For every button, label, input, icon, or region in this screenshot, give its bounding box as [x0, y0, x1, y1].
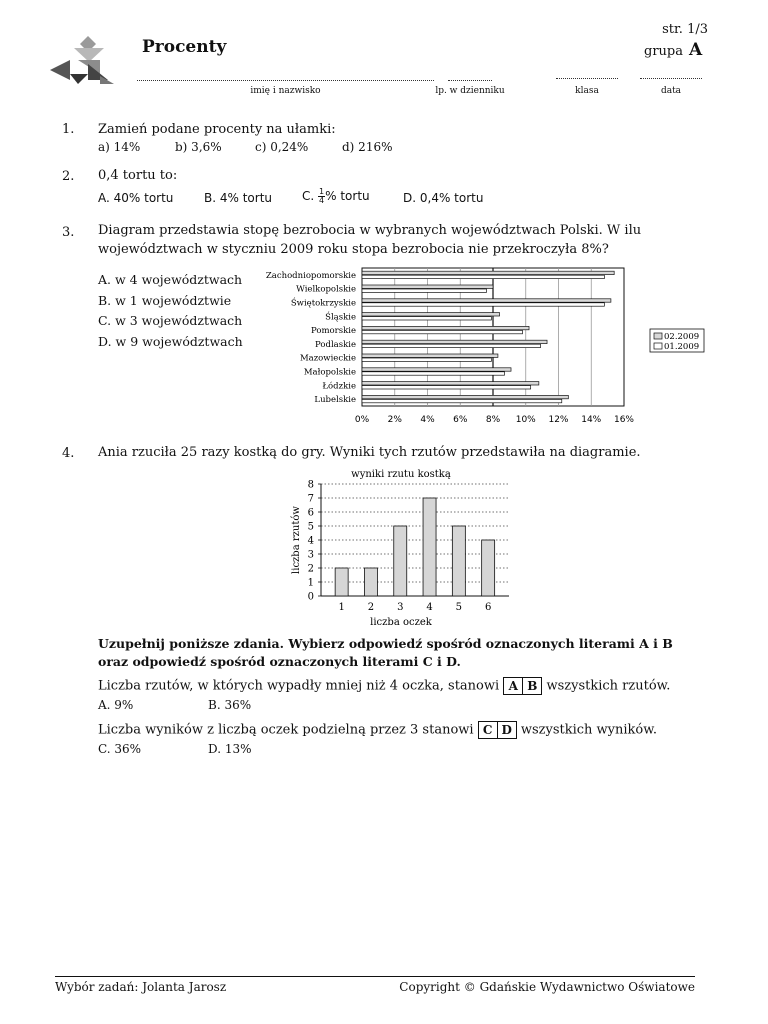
x-tick-label: 6%: [453, 415, 468, 425]
bar-02.2009: [362, 368, 511, 371]
category-label: Lubelskie: [314, 395, 356, 406]
y-tick-label: 8: [307, 479, 314, 491]
q4-option-d: D. 13%: [208, 742, 252, 756]
dice-chart: [285, 466, 525, 628]
bar-02.2009: [362, 313, 500, 316]
category-label: Zachodniopomorskie: [265, 270, 356, 281]
q4-option-b: B. 36%: [208, 698, 252, 712]
q2-number: 2.: [62, 169, 75, 184]
choice-box-ab[interactable]: A B: [503, 677, 542, 695]
legend-label: 02.2009: [664, 332, 700, 342]
legend-label: 01.2009: [664, 342, 700, 352]
q1-item-c: c) 0,24%: [255, 140, 309, 154]
q3-option-c: C. w 3 województwach: [98, 313, 243, 328]
bar-02.2009: [362, 299, 611, 302]
x-tick-label: 14%: [581, 415, 602, 425]
x-tick-label: 6: [484, 602, 492, 613]
q1-item-d: d) 216%: [342, 140, 393, 154]
footer-author: Wybór zadań: Jolanta Jarosz: [55, 980, 227, 994]
q3-number: 3.: [62, 225, 75, 240]
q4-instruction: Uzupełnij poniższe zdania. Wybierz odpowiedź spośród oznaczonych literami A i B oraz odpowiedź spośród oznaczonych literami C i D.: [98, 636, 673, 669]
category-label: Małopolskie: [303, 367, 356, 378]
q1-text: Zamień podane procenty na ułamki:: [98, 122, 336, 137]
bar: [335, 568, 348, 596]
y-tick-label: 2: [307, 563, 314, 575]
x-tick-label: 0%: [354, 415, 370, 425]
x-tick-label: 4%: [420, 415, 435, 425]
bar: [482, 540, 495, 596]
bar-01.2009: [362, 275, 604, 278]
x-tick-label: 10%: [515, 415, 536, 425]
class-field[interactable]: [556, 78, 618, 79]
y-tick-label: 0: [307, 591, 314, 603]
bar: [452, 526, 465, 596]
x-tick-label: 3: [397, 602, 404, 613]
date-field-label: data: [660, 86, 682, 96]
bar-02.2009: [362, 382, 539, 385]
q2-option-c: C. $\frac{1}{4}$ % tortu: [302, 187, 370, 205]
name-field[interactable]: [137, 80, 434, 81]
q1-item-b: b) 3,6%: [175, 140, 222, 154]
bar-01.2009: [362, 317, 491, 320]
legend-swatch: [654, 333, 662, 339]
bar-02.2009: [362, 354, 498, 357]
choice-box-cd[interactable]: C D: [478, 721, 517, 739]
q1-item-a: a) 14%: [98, 140, 141, 154]
category-label: Wielkopolskie: [296, 284, 356, 295]
unemployment-chart: [250, 262, 710, 428]
fraction: $\frac{1}{4}$: [319, 187, 325, 205]
q2-option-b: B. 4% tortu: [204, 191, 273, 205]
footer-divider: [55, 976, 695, 977]
category-label: Łódzkie: [322, 381, 356, 392]
q3-option-a: A. w 4 województwach: [98, 272, 243, 287]
q4-sentence-2: Liczba wyników z liczbą oczek podzielną przez 3 stanowi C D wszystkich wyników.: [98, 722, 657, 738]
x-tick-label: 5: [455, 602, 463, 613]
publisher-logo: [48, 34, 116, 88]
register-number-label: lp. w dzienniku: [435, 86, 505, 96]
q4-option-c: C. 36%: [98, 742, 142, 756]
x-tick-label: 8%: [485, 415, 501, 425]
category-label: Mazowieckie: [299, 353, 356, 364]
q2-text: 0,4 tortu to:: [98, 168, 178, 183]
q4-number: 4.: [62, 446, 75, 461]
x-tick-label: 1: [338, 602, 345, 613]
group-value: A: [688, 40, 703, 60]
q4-text: Ania rzuciła 25 razy kostką do gry. Wyniki tych rzutów przedstawiła na diagramie.: [98, 445, 641, 460]
y-tick-label: 6: [307, 507, 314, 519]
x-axis-label: liczba oczek: [370, 617, 432, 628]
name-field-label: imię i nazwisko: [250, 86, 321, 96]
bar-01.2009: [362, 303, 604, 306]
q3-text: Diagram przedstawia stopę bezrobocia w wybranych województwach Polski. W ilu województwach w styczniu 2009 roku stopa bezrobocia nie przekroczyła 8%?: [98, 223, 642, 257]
q4-sentence-1: Liczba rzutów, w których wypadły mniej niż 4 oczka, stanowi A B wszystkich rzutów.: [98, 678, 671, 694]
register-number-field[interactable]: [448, 80, 492, 81]
bar-02.2009: [362, 285, 493, 288]
legend-swatch: [654, 343, 662, 349]
y-tick-label: 4: [307, 535, 314, 547]
q3-option-b: B. w 1 województwie: [98, 292, 232, 308]
bar-01.2009: [362, 289, 486, 292]
date-field[interactable]: [640, 78, 702, 79]
x-tick-label: 4: [426, 602, 433, 613]
y-tick-label: 3: [307, 549, 314, 561]
q2-option-a: A. 40% tortu: [98, 191, 174, 205]
bar: [364, 568, 377, 596]
bar-02.2009: [362, 271, 614, 274]
category-label: Pomorskie: [311, 326, 356, 337]
bar-01.2009: [362, 330, 522, 333]
x-tick-label: 2%: [387, 415, 402, 425]
bar: [394, 526, 407, 596]
y-tick-label: 7: [307, 493, 314, 505]
q3-option-d: D. w 9 województwach: [98, 333, 243, 349]
category-label: Świętokrzyskie: [290, 298, 356, 309]
chart-title: wyniki rzutu kostką: [351, 469, 451, 480]
q4-option-a: A. 9%: [98, 698, 134, 712]
bar-02.2009: [362, 326, 529, 329]
page-title: Procenty: [142, 37, 227, 57]
footer-copyright: Copyright © Gdańskie Wydawnictwo Oświatowe: [399, 980, 695, 994]
bar-01.2009: [362, 358, 491, 361]
group-label: grupa A: [644, 40, 703, 60]
q1-number: 1.: [62, 122, 75, 137]
y-axis-label: liczba rzutów: [291, 506, 302, 574]
bar-01.2009: [362, 399, 562, 402]
y-tick-label: 5: [307, 521, 314, 533]
class-field-label: klasa: [575, 86, 599, 96]
category-label: Śląskie: [325, 312, 356, 323]
page-number: str. 1/3: [662, 22, 708, 37]
bar-01.2009: [362, 344, 540, 347]
y-tick-label: 1: [307, 577, 314, 589]
x-tick-label: 12%: [548, 415, 569, 425]
bar-02.2009: [362, 340, 547, 343]
x-tick-label: 2: [367, 602, 375, 613]
category-label: Podlaskie: [315, 339, 356, 350]
q2-option-d: D. 0,4% tortu: [403, 191, 484, 205]
bar-01.2009: [362, 386, 531, 389]
bar-02.2009: [362, 395, 568, 398]
x-tick-label: 16%: [613, 415, 635, 425]
bar: [423, 498, 436, 596]
bar-01.2009: [362, 372, 504, 375]
q3-options: [98, 270, 243, 352]
